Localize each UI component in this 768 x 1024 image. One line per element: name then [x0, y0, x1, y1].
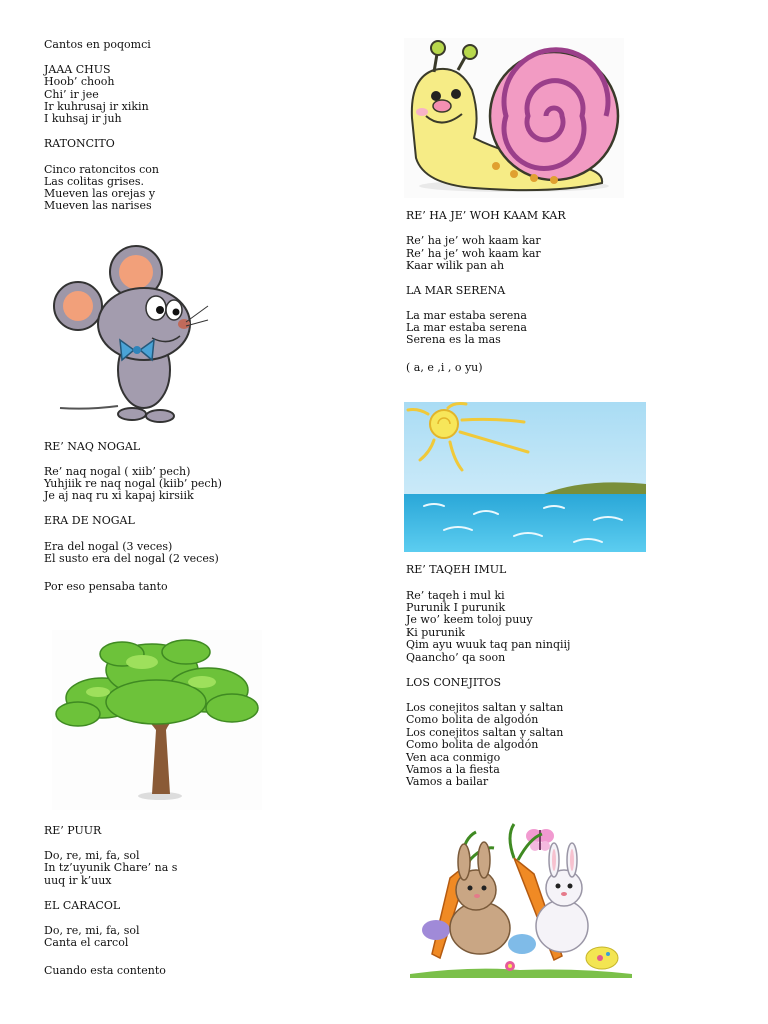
song-title-ratoncito: RATONCITO: [44, 137, 115, 150]
song-line: Qaancho’ qa soon: [406, 651, 506, 664]
tree-illustration: [52, 630, 262, 810]
song-line: Kaar wilik pan ah: [406, 259, 505, 272]
sea-illustration: [404, 402, 646, 552]
song-line: Las colitas grises.: [44, 175, 145, 188]
mouse-illustration: [48, 238, 210, 428]
song-title-los-conejitos: LOS CONEJITOS: [406, 676, 502, 689]
song-line: Cuando esta contento: [44, 964, 166, 977]
song-line: Re’ ha je’ woh kaam kar: [406, 247, 541, 260]
snail-illustration: [404, 38, 624, 198]
song-line: El susto era del nogal (2 veces): [44, 552, 219, 565]
song-title-jaaa-chus: JAAA CHUS: [44, 63, 111, 76]
song-title-la-mar-serena: LA MAR SERENA: [406, 284, 506, 297]
song-line: Re’ taqeh i mul ki: [406, 589, 505, 602]
song-line: Los conejitos saltan y saltan: [406, 701, 564, 714]
song-line: Mueven las narises: [44, 199, 152, 212]
bunnies-illustration: [410, 818, 632, 978]
document-header: Cantos en poqomci: [44, 38, 151, 51]
song-title-re-taqeh-imul: RE’ TAQEH IMUL: [406, 563, 507, 576]
song-line: Je wo’ keem toloj puuy: [406, 613, 533, 626]
song-line: La mar estaba serena: [406, 321, 527, 334]
song-title-el-caracol: EL CARACOL: [44, 899, 121, 912]
song-line: Chi’ ir jee: [44, 88, 99, 101]
song-line: Ir kuhrusaj ir xikin: [44, 100, 149, 113]
song-line: Ven aca conmigo: [406, 751, 501, 764]
song-line: ( a, e ,i , o yu): [406, 361, 483, 374]
song-line: La mar estaba serena: [406, 309, 527, 322]
song-line: Como bolita de algodón: [406, 738, 539, 751]
song-line: Cinco ratoncitos con: [44, 163, 159, 176]
song-line: Vamos a bailar: [406, 775, 489, 788]
song-line: Por eso pensaba tanto: [44, 580, 168, 593]
song-line: Serena es la mas: [406, 333, 501, 346]
song-line: In tz’uyunik Chare’ na s: [44, 861, 178, 874]
song-title-re-puur: RE’ PUUR: [44, 824, 102, 837]
song-line: Yuhjiik re naq nogal (kiib’ pech): [44, 477, 222, 490]
song-line: Hoob’ chooh: [44, 75, 115, 88]
song-line: Re’ ha je’ woh kaam kar: [406, 234, 541, 247]
song-line: I kuhsaj ir juh: [44, 112, 122, 125]
song-line: Purunik I purunik: [406, 601, 506, 614]
song-line: Mueven las orejas y: [44, 187, 156, 200]
song-title-era-de-nogal: ERA DE NOGAL: [44, 514, 135, 527]
song-line: Re’ naq nogal ( xiib’ pech): [44, 465, 191, 478]
song-line: Vamos a la fiesta: [406, 763, 500, 776]
song-title-re-ha-je-woh: RE’ HA JE’ WOH KAAM KAR: [406, 209, 566, 222]
song-line: Como bolita de algodón: [406, 713, 539, 726]
song-line: Je aj naq ru xi kapaj kirsiik: [44, 489, 194, 502]
song-line: uuq ir k’uux: [44, 874, 112, 887]
song-line: Los conejitos saltan y saltan: [406, 726, 564, 739]
song-line: Canta el carcol: [44, 936, 129, 949]
song-line: Era del nogal (3 veces): [44, 540, 173, 553]
song-line: Do, re, mi, fa, sol: [44, 849, 140, 862]
song-title-re-naq-nogal: RE’ NAQ NOGAL: [44, 440, 141, 453]
song-line: Ki purunik: [406, 626, 465, 639]
song-line: Qim ayu wuuk taq pan ninqiij: [406, 638, 571, 651]
song-line: Do, re, mi, fa, sol: [44, 924, 140, 937]
